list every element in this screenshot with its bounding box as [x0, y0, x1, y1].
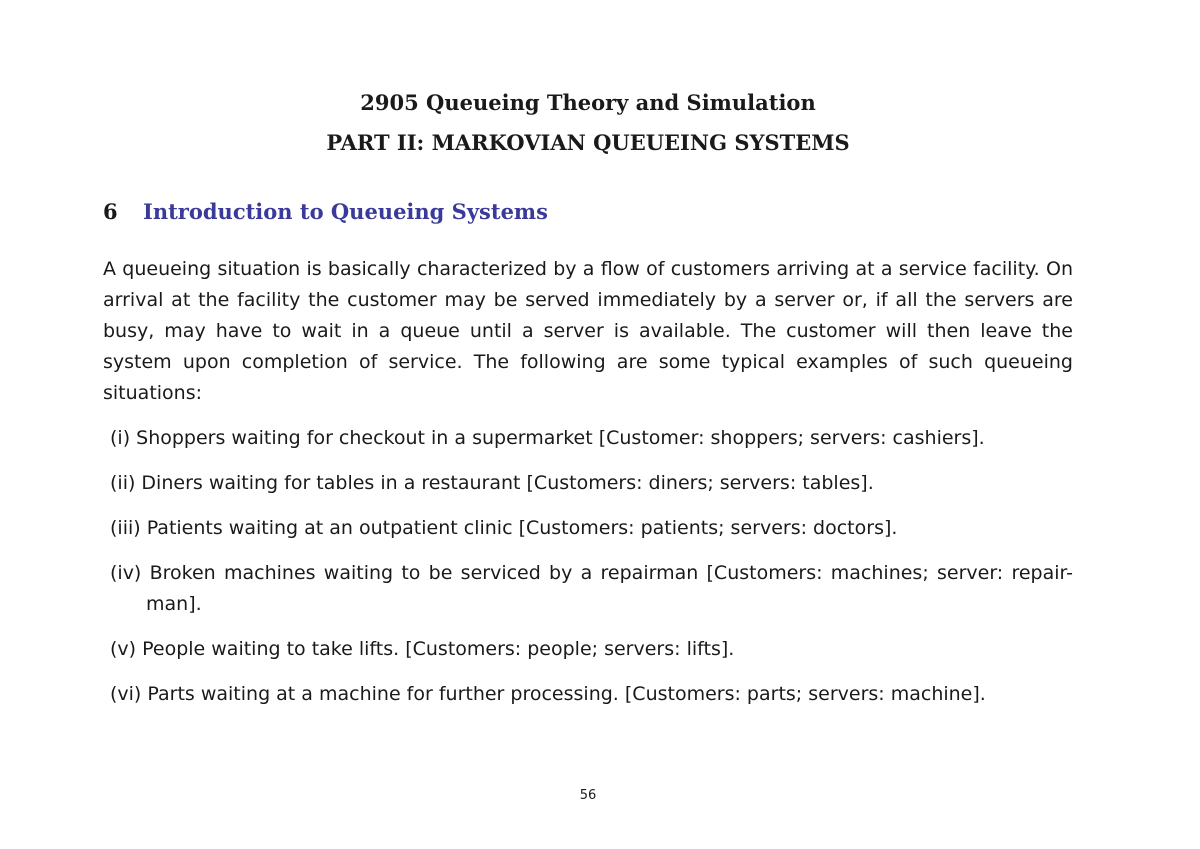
page-number: 56 [579, 788, 597, 803]
examples-list [103, 423, 1073, 724]
list-item: (iv) Broken machines waiting to be serviced by a repairman [Customers: machines; server: repair-man]. [110, 562, 1073, 615]
list-item: (vi) Parts waiting at a machine for further processing. [Customers: parts; servers: machine]. [110, 683, 986, 705]
list-item: (v) People waiting to take lifts. [Customers: people; servers: lifts]. [110, 638, 735, 660]
list-item: (iii) Patients waiting at an outpatient clinic [Customers: patients; servers: doctors]. [110, 517, 898, 539]
list-item: (ii) Diners waiting for tables in a restaurant [Customers: diners; servers: tables]. [110, 472, 874, 494]
intro-paragraph: A queueing situation is basically characterized by a flow of customers arriving at a service facility. On arrival at the facility the customer may be served immediately by a server or, if all the servers are busy, may have to wait in a queue until a server is available. The customer will then leave the system upon completion of service. The following are some typical examples of such queueing situations: [103, 258, 1073, 404]
section-title: Introduction to Queueing Systems [143, 199, 548, 224]
list-item: (i) Shoppers waiting for checkout in a supermarket [Customer: shoppers; servers: cashiers]. [110, 427, 985, 449]
section-heading [103, 198, 548, 226]
course-title: 2905 Queueing Theory and Simulation [360, 90, 816, 115]
section-number: 6 [103, 199, 118, 224]
part-title: PART II: MARKOVIAN QUEUEING SYSTEMS [326, 130, 850, 155]
